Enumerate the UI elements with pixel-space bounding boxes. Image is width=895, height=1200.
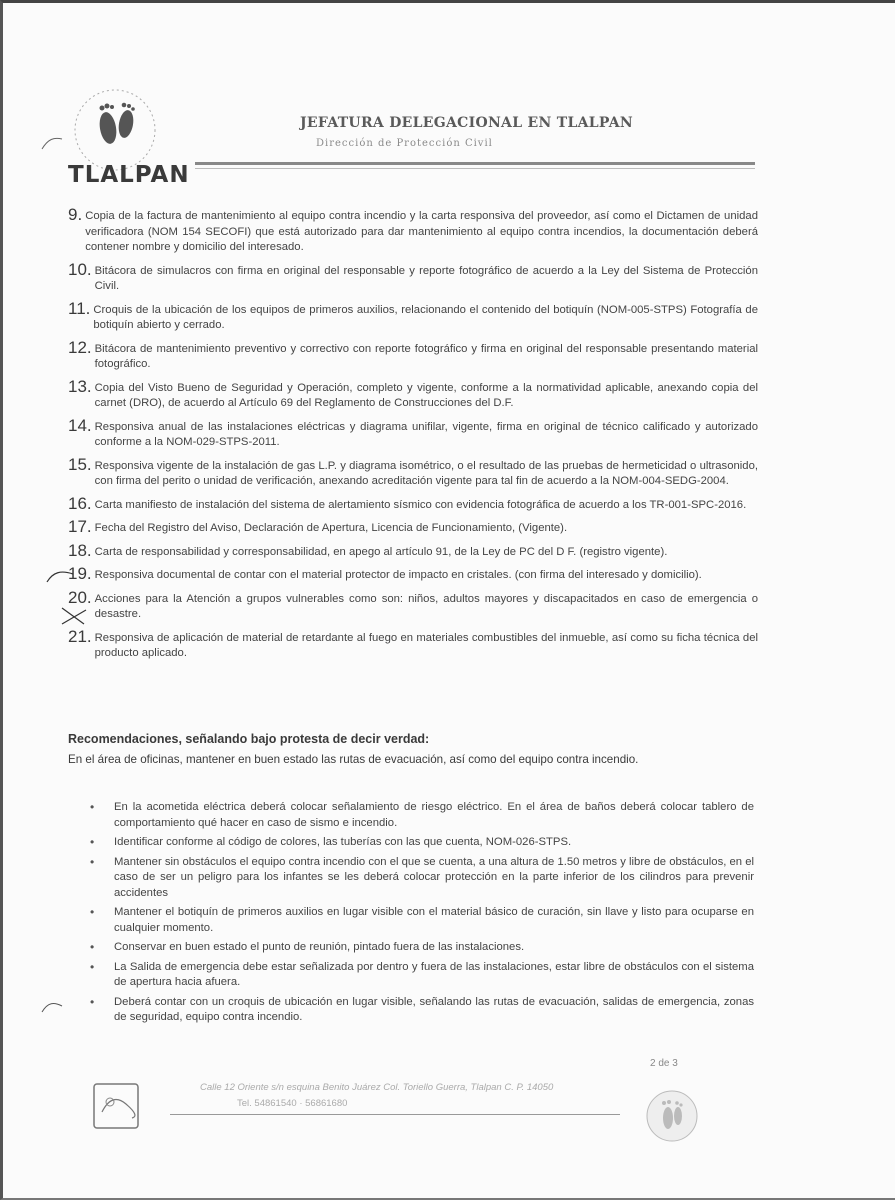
footer-phone: Tel. 54861540 · 56861680 — [237, 1098, 348, 1109]
bullet-text: La Salida de emergencia debe estar señalizada por dentro y fuera de las instalaciones, estar libre de obstáculos con el sistema de apertura hacia afuera. — [114, 960, 754, 988]
seal-stamp-icon — [92, 1082, 140, 1130]
bullet-icon: • — [90, 800, 95, 814]
list-item — [90, 905, 754, 936]
footer-divider — [170, 1114, 620, 1115]
bullet-icon: • — [90, 994, 95, 1009]
item-text: Carta manifiesto de instalación del sistema de alertamiento sísmico con evidencia fotográfica de acuerdo a los TR-001-SPC-2016. — [94, 498, 747, 511]
recommendations-title: Recomendaciones, señalando bajo protesta de decir verdad: — [68, 732, 430, 746]
item-text: Responsiva documental de contar con el material protector de impacto en cristales. (con firma del interesado y domicilio). — [94, 569, 702, 581]
bullet-icon: • — [90, 835, 95, 849]
item-number: 10. — [68, 259, 92, 279]
list-item — [68, 541, 758, 561]
recommendations-intro: En el área de oficinas, mantener en buen estado las rutas de evacuación, así como del equipo contra incendio. — [68, 753, 639, 766]
item-text: Responsiva vigente de la instalación de gas L.P. y diagrama isométrico, o el resultado de las pruebas de hermeticidad o ultrasonido, con firma del perito o unidad de verificación, anexando acreditación vigente para tal fin de acuerdo a la NOM-004-SEDG-2004. — [94, 459, 758, 487]
item-number: 12. — [68, 337, 92, 357]
item-text: Bitácora de mantenimiento preventivo y correctivo con reporte fotográfico y firma en original del responsable presentando material fotográfico. — [94, 342, 758, 370]
item-text: Copia de la factura de mantenimiento al equipo contra incendio y la carta responsiva del proveedor, así como el Dictamen de unidad verificadora (NOM 154 SECOFI) que está autorizado para dar mantenimiento al equipo contra incendios, la documentación deberá contener nombre y domicilio del interesado. — [85, 210, 758, 253]
list-item — [68, 377, 758, 412]
item-text: Responsiva anual de las instalaciones eléctricas y diagrama unifilar, vigente, firma en original de técnico calificado y autorizado conforme a la NOM-029-STPS-2011. — [94, 420, 758, 448]
list-item — [90, 940, 754, 956]
bullet-icon: • — [90, 940, 95, 954]
header-divider — [195, 162, 755, 165]
pen-mark-icon — [45, 566, 75, 586]
bullet-text: Mantener sin obstáculos el equipo contra incendio con el que se cuenta, a una altura de 1.50 metros y libre de obstáculos, en el caso de ser un peligro para los infantes se les deberá colocar protección en la parte inferior de los cilindros para prevenir accidentes — [114, 855, 754, 899]
item-text: Fecha del Registro del Aviso, Declaración de Apertura, Licencia de Funcionamiento, (Vigente). — [94, 522, 568, 534]
item-number: 15. — [68, 454, 92, 474]
list-item — [68, 517, 758, 537]
bullet-text: En la acometida eléctrica deberá colocar señalamiento de riesgo eléctrico. En el área de baños deberá colocar tablero de comportamiento qué hacer en caso de sismo e incendio. — [114, 801, 754, 829]
list-item — [68, 627, 758, 662]
list-item — [90, 960, 754, 991]
item-number: 17. — [68, 517, 92, 536]
item-number: 16. — [68, 493, 92, 513]
bullet-icon: • — [90, 905, 95, 919]
bullet-text: Deberá contar con un croquis de ubicación en lugar visible, señalando las rutas de evacuación, salidas de emergencia, zonas de seguridad, equipo contra incendio. — [114, 995, 754, 1023]
pen-mark-icon — [40, 1000, 64, 1014]
pen-cross-icon — [58, 604, 98, 630]
footer-address: Calle 12 Oriente s/n esquina Benito Juárez Col. Toriello Guerra, Tlalpan C. P. 14050 — [200, 1082, 554, 1093]
list-item — [68, 588, 758, 623]
bullet-icon: • — [90, 959, 95, 974]
header-divider-thin — [195, 168, 755, 169]
pen-mark-icon — [40, 135, 64, 153]
item-number: 9. — [68, 205, 83, 224]
item-text: Responsiva de aplicación de material de retardante al fuego en materiales combustibles del inmueble, así como su ficha técnica del producto aplicado. — [94, 631, 758, 659]
list-item — [68, 299, 758, 334]
item-number: 14. — [68, 415, 92, 435]
list-item — [68, 494, 758, 514]
bullet-text: Conservar en buen estado el punto de reunión, pintado fuera de las instalaciones. — [114, 941, 525, 953]
item-text: Carta de responsabilidad y corresponsabilidad, en apego al artículo 91, de la Ley de PC del D F. (registro vigente). — [94, 545, 668, 558]
recommendations-list — [90, 800, 754, 1030]
logo-wordmark: TLALPAN — [68, 162, 190, 188]
list-item — [90, 855, 754, 902]
bullet-text: Mantener el botiquín de primeros auxilios en lugar visible con el material básico de curación, sin llave y listo para ocuparse en cualquier momento. — [114, 906, 754, 934]
item-text: Croquis de la ubicación de los equipos de primeros auxilios, relacionando el contenido del botiquín (NOM-005-STPS) Fotografía de botiquín abierto y cerrado. — [93, 303, 758, 331]
footprint-seal-icon — [644, 1088, 700, 1144]
item-number: 20. — [68, 587, 92, 607]
item-number: 21. — [68, 626, 92, 646]
list-item — [68, 455, 758, 490]
item-text: Bitácora de simulacros con firma en original del responsable y reporte fotográfico de acuerdo a la Ley del Sistema de Protección Civil. — [94, 264, 758, 292]
list-item — [68, 260, 758, 295]
requirements-list — [68, 205, 758, 666]
item-number: 18. — [68, 540, 92, 560]
list-item — [90, 995, 754, 1026]
list-item — [90, 800, 754, 831]
list-item — [68, 416, 758, 451]
item-text: Copia del Visto Bueno de Seguridad y Operación, completo y vigente, conforme a la normatividad aplicable, anexando copia del carnet (DRO), de acuerdo al Artículo 69 del Reglamento de Construcciones del D.F. — [94, 381, 758, 409]
bullet-text: Identificar conforme al código de colores, las tuberías con las que cuenta, NOM-026-STPS. — [114, 836, 572, 848]
list-item — [68, 338, 758, 373]
bullet-icon: • — [90, 854, 95, 869]
list-item — [90, 835, 754, 851]
item-number: 11. — [68, 298, 91, 318]
item-number: 13. — [68, 376, 92, 396]
page-number: 2 de 3 — [650, 1058, 678, 1069]
item-number: 19. — [68, 564, 92, 583]
list-item — [68, 205, 758, 256]
header-subtitle: Dirección de Protección Civil — [316, 138, 493, 149]
list-item — [68, 564, 758, 584]
item-text: Acciones para la Atención a grupos vulnerables como son: niños, adultos mayores y discapacitados en caso de emergencia o desastre. — [94, 592, 758, 620]
header-title: JEFATURA DELEGACIONAL EN TLALPAN — [300, 115, 633, 131]
